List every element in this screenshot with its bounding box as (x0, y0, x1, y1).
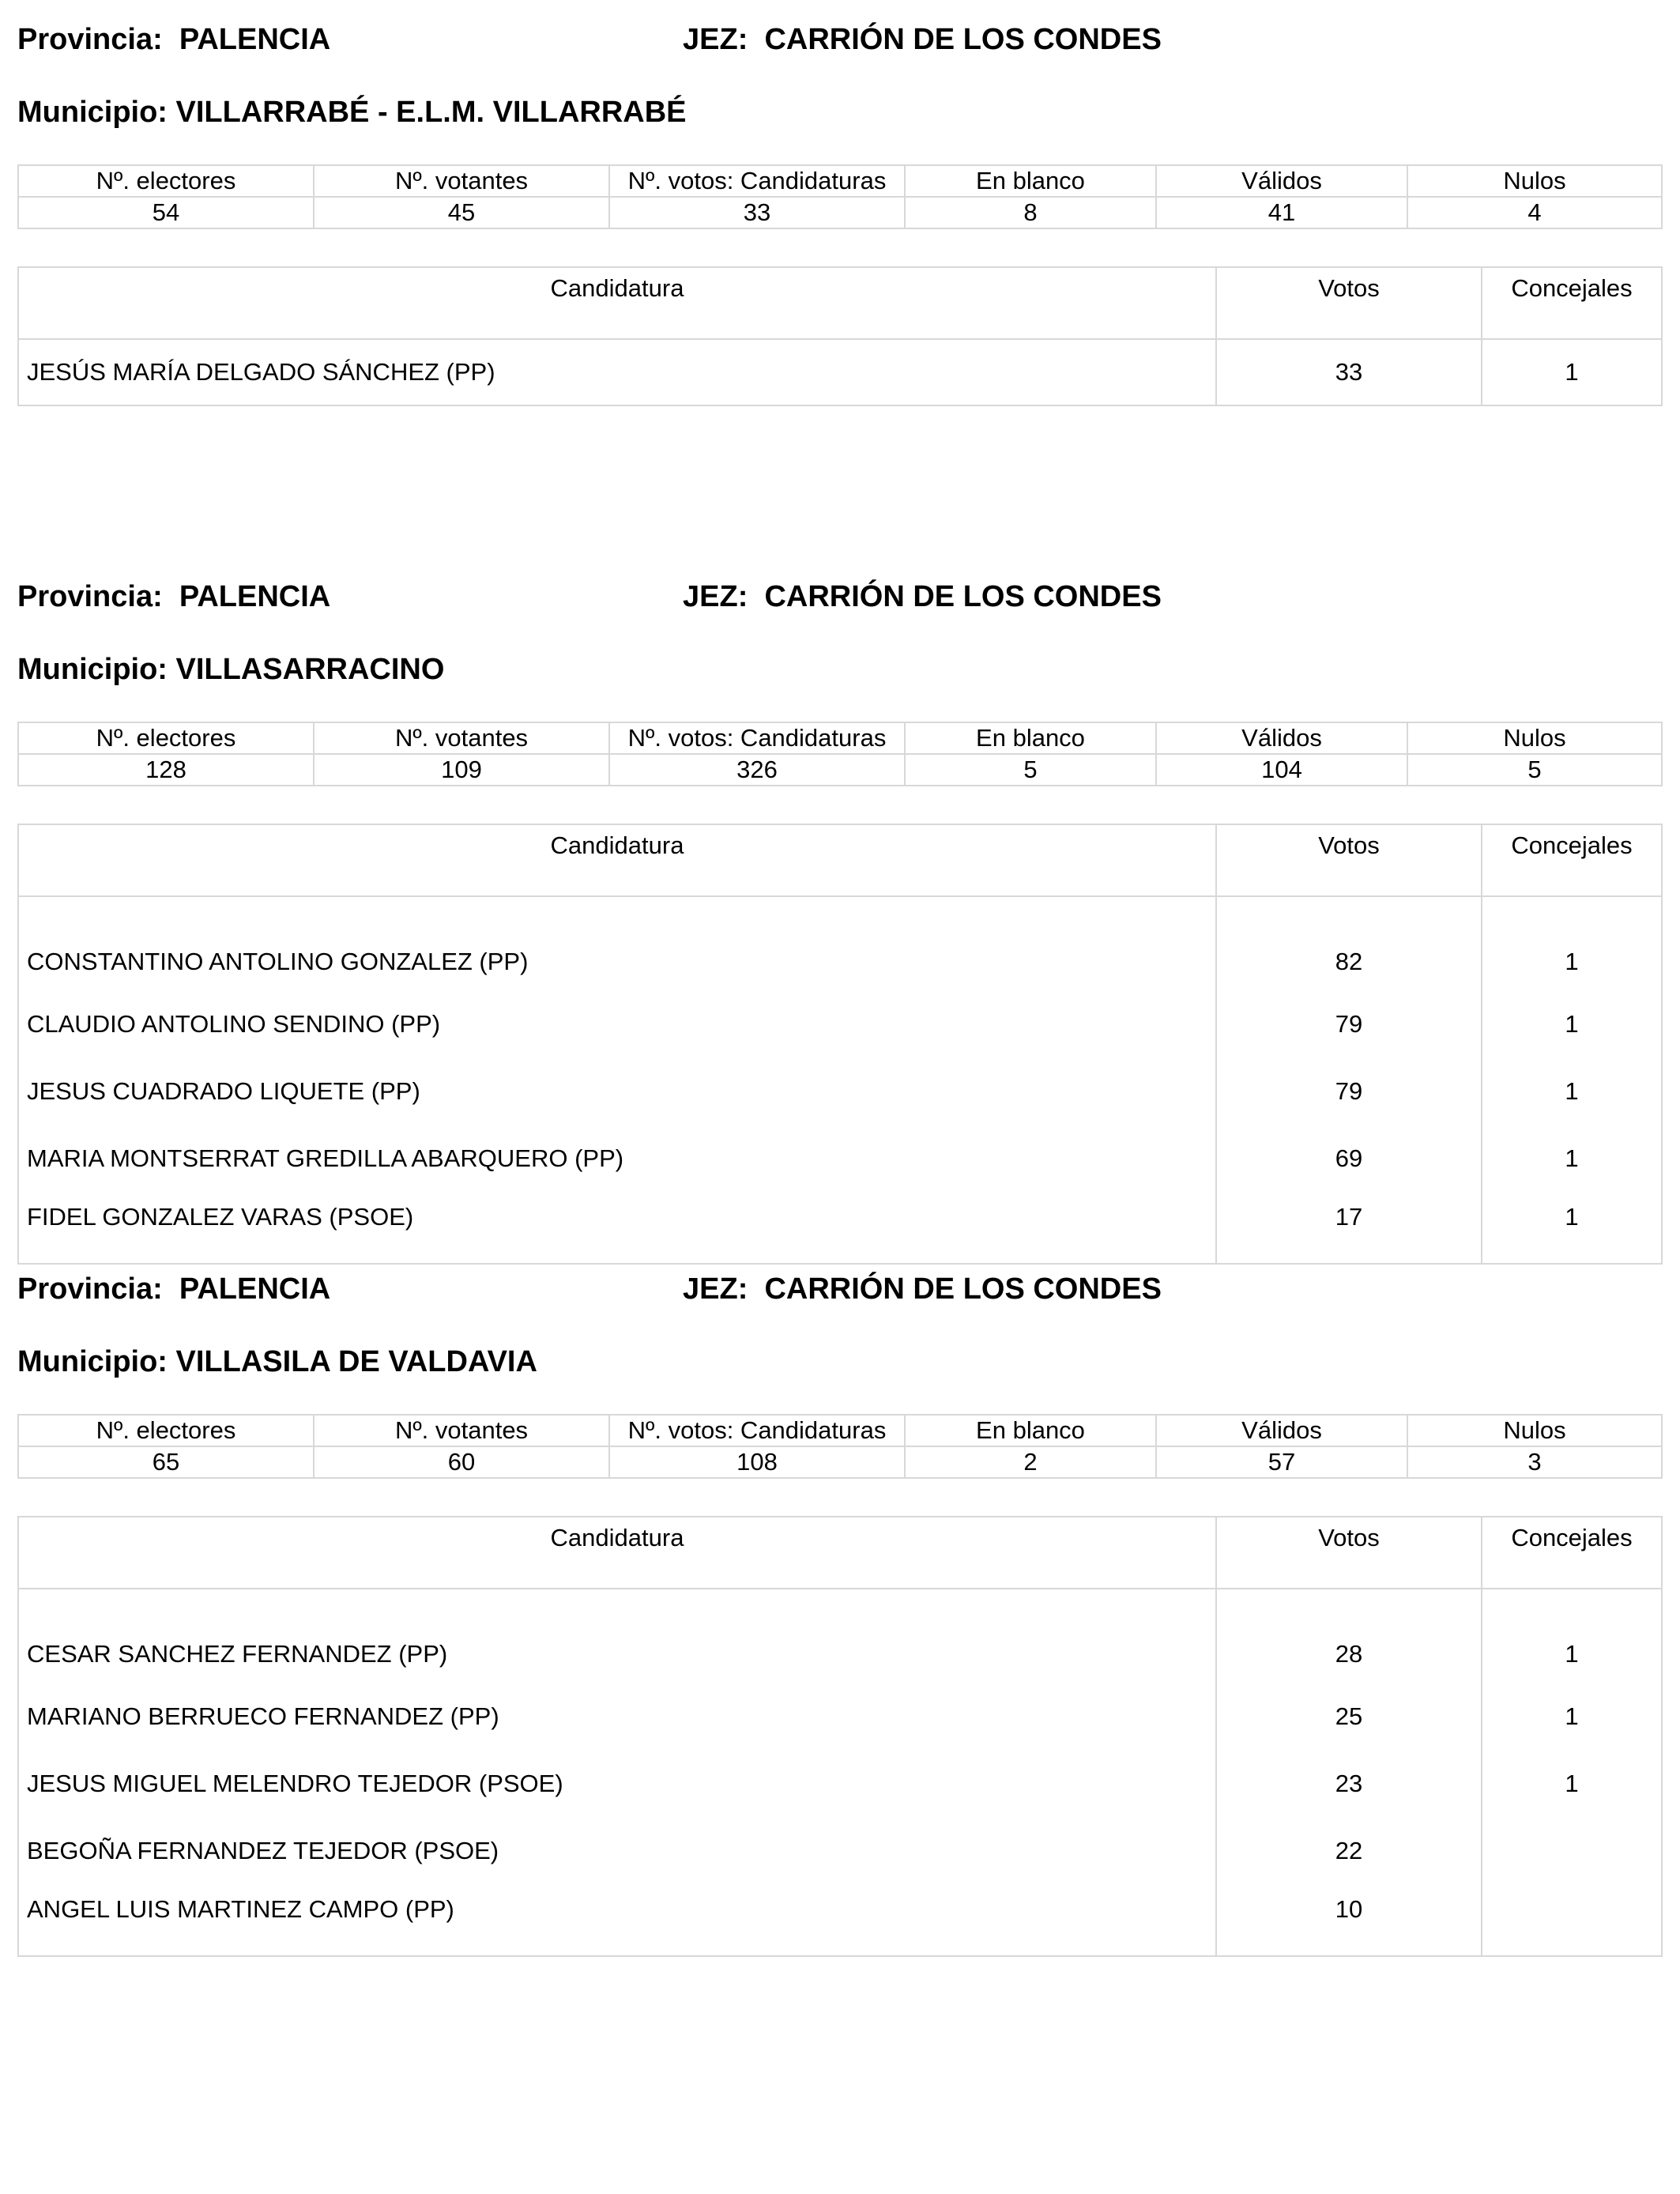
blanco-value: 2 (905, 1446, 1156, 1478)
candidate-votes: 82 (1216, 896, 1482, 990)
candidatura-header: Candidatura (18, 1517, 1216, 1589)
candidate-seats (1482, 1884, 1662, 1956)
candidates-header-row (18, 1517, 1662, 1589)
candidate-row (18, 1683, 1662, 1750)
votos-candidaturas-value: 326 (609, 754, 905, 786)
municipio-title: Municipio: VILLASARRACINO (17, 653, 445, 686)
candidate-name: MARIANO BERRUECO FERNANDEZ (PP) (18, 1683, 1216, 1750)
candidate-seats: 1 (1565, 1769, 1579, 1797)
nulos-value: 3 (1407, 1446, 1662, 1478)
candidate-votes: 25 (1216, 1683, 1482, 1750)
candidate-row (18, 1884, 1662, 1956)
candidate-row (18, 339, 1662, 405)
nulos-header: Nulos (1407, 722, 1662, 754)
stats-value-row (18, 1446, 1662, 1478)
validos-header: Válidos (1156, 1415, 1407, 1446)
votantes-header: Nº. votantes (314, 722, 609, 754)
municipio-section (17, 577, 1661, 1231)
candidate-row (18, 1125, 1662, 1192)
stats-value-row (18, 197, 1662, 228)
section-header (17, 577, 1661, 616)
blanco-header: En blanco (905, 1415, 1156, 1446)
candidate-row (18, 1589, 1662, 1683)
blanco-value: 5 (905, 754, 1156, 786)
electores-header: Nº. electores (18, 722, 314, 754)
votos-header: Votos (1216, 267, 1482, 339)
votos-candidaturas-header: Nº. votos: Candidaturas (609, 1415, 905, 1446)
municipio-section (17, 20, 1661, 386)
candidate-name: JESÚS MARÍA DELGADO SÁNCHEZ (PP) (18, 339, 1216, 405)
candidate-votes: 10 (1216, 1884, 1482, 1956)
stats-header-row (18, 165, 1662, 197)
candidate-votes: 69 (1216, 1125, 1482, 1192)
municipio-section (17, 1269, 1661, 1923)
electores-header: Nº. electores (18, 1415, 314, 1446)
votantes-value: 45 (314, 197, 609, 228)
section-header (17, 20, 1661, 59)
validos-header: Válidos (1156, 722, 1407, 754)
candidate-votes: 28 (1216, 1589, 1482, 1683)
candidate-row (18, 896, 1662, 990)
candidate-name: JESUS CUADRADO LIQUETE (PP) (18, 1057, 1216, 1125)
section-header (17, 1269, 1661, 1309)
electores-header: Nº. electores (18, 165, 314, 197)
stats-header-row (18, 1415, 1662, 1446)
votos-candidaturas-header: Nº. votos: Candidaturas (609, 165, 905, 197)
votos-header: Votos (1216, 824, 1482, 896)
validos-header: Válidos (1156, 165, 1407, 197)
stats-header-row (18, 722, 1662, 754)
stats-table (17, 1414, 1663, 1479)
candidates-table (17, 1516, 1663, 1957)
candidate-row (18, 1192, 1662, 1264)
blanco-header: En blanco (905, 722, 1156, 754)
candidate-seats: 1 (1565, 1702, 1579, 1730)
stats-value-row (18, 754, 1662, 786)
candidate-votes: 22 (1216, 1817, 1482, 1884)
candidate-seats: 1 (1565, 1144, 1579, 1172)
votantes-value: 60 (314, 1446, 609, 1478)
electores-value: 65 (18, 1446, 314, 1478)
votos-candidaturas-value: 108 (609, 1446, 905, 1478)
electores-value: 54 (18, 197, 314, 228)
votantes-value: 109 (314, 754, 609, 786)
candidates-header-row (18, 267, 1662, 339)
candidate-row (18, 1817, 1662, 1884)
candidate-votes: 79 (1216, 990, 1482, 1057)
candidates-header-row (18, 824, 1662, 896)
candidate-votes: 79 (1216, 1057, 1482, 1125)
blanco-header: En blanco (905, 165, 1156, 197)
candidate-seats (1482, 1817, 1662, 1884)
candidate-name: JESUS MIGUEL MELENDRO TEJEDOR (PSOE) (18, 1750, 1216, 1817)
candidates-table (17, 266, 1663, 406)
jez-label: JEZ: CARRIÓN DE LOS CONDES (683, 580, 1162, 613)
validos-value: 104 (1156, 754, 1407, 786)
validos-value: 41 (1156, 197, 1407, 228)
candidate-seats: 1 (1565, 358, 1579, 386)
votos-candidaturas-header: Nº. votos: Candidaturas (609, 722, 905, 754)
electores-value: 128 (18, 754, 314, 786)
candidates-table (17, 824, 1663, 1265)
candidate-name: MARIA MONTSERRAT GREDILLA ABARQUERO (PP) (18, 1125, 1216, 1192)
votantes-header: Nº. votantes (314, 165, 609, 197)
validos-value: 57 (1156, 1446, 1407, 1478)
candidate-name: CESAR SANCHEZ FERNANDEZ (PP) (18, 1589, 1216, 1683)
provincia-label: Provincia: PALENCIA (17, 580, 331, 613)
candidate-seats: 1 (1565, 1203, 1579, 1231)
stats-table (17, 722, 1663, 786)
votos-header: Votos (1216, 1517, 1482, 1589)
candidate-name: BEGOÑA FERNANDEZ TEJEDOR (PSOE) (18, 1817, 1216, 1884)
candidate-seats: 1 (1565, 1640, 1579, 1668)
municipio-title: Municipio: VILLARRABÉ - E.L.M. VILLARRABÉ (17, 96, 687, 129)
candidate-name: CONSTANTINO ANTOLINO GONZALEZ (PP) (18, 896, 1216, 990)
candidate-name: FIDEL GONZALEZ VARAS (PSOE) (18, 1192, 1216, 1264)
candidate-votes: 17 (1216, 1192, 1482, 1264)
concejales-header: Concejales (1482, 824, 1662, 896)
concejales-header: Concejales (1482, 1517, 1662, 1589)
candidatura-header: Candidatura (18, 267, 1216, 339)
candidate-name: CLAUDIO ANTOLINO SENDINO (PP) (18, 990, 1216, 1057)
municipio-title: Municipio: VILLASILA DE VALDAVIA (17, 1345, 537, 1378)
votantes-header: Nº. votantes (314, 1415, 609, 1446)
candidate-name: ANGEL LUIS MARTINEZ CAMPO (PP) (18, 1884, 1216, 1956)
votos-candidaturas-value: 33 (609, 197, 905, 228)
candidate-votes: 33 (1216, 339, 1482, 405)
candidate-row (18, 1750, 1662, 1817)
blanco-value: 8 (905, 197, 1156, 228)
jez-label: JEZ: CARRIÓN DE LOS CONDES (683, 23, 1162, 56)
candidate-seats: 1 (1565, 1009, 1579, 1038)
stats-table (17, 164, 1663, 229)
nulos-value: 4 (1407, 197, 1662, 228)
provincia-label: Provincia: PALENCIA (17, 23, 331, 56)
nulos-header: Nulos (1407, 165, 1662, 197)
concejales-header: Concejales (1482, 267, 1662, 339)
nulos-value: 5 (1407, 754, 1662, 786)
candidate-row (18, 990, 1662, 1057)
jez-label: JEZ: CARRIÓN DE LOS CONDES (683, 1272, 1162, 1306)
candidate-votes: 23 (1216, 1750, 1482, 1817)
nulos-header: Nulos (1407, 1415, 1662, 1446)
candidate-row (18, 1057, 1662, 1125)
provincia-label: Provincia: PALENCIA (17, 1272, 331, 1306)
candidate-seats: 1 (1565, 1076, 1579, 1105)
candidatura-header: Candidatura (18, 824, 1216, 896)
candidate-seats: 1 (1565, 948, 1579, 975)
